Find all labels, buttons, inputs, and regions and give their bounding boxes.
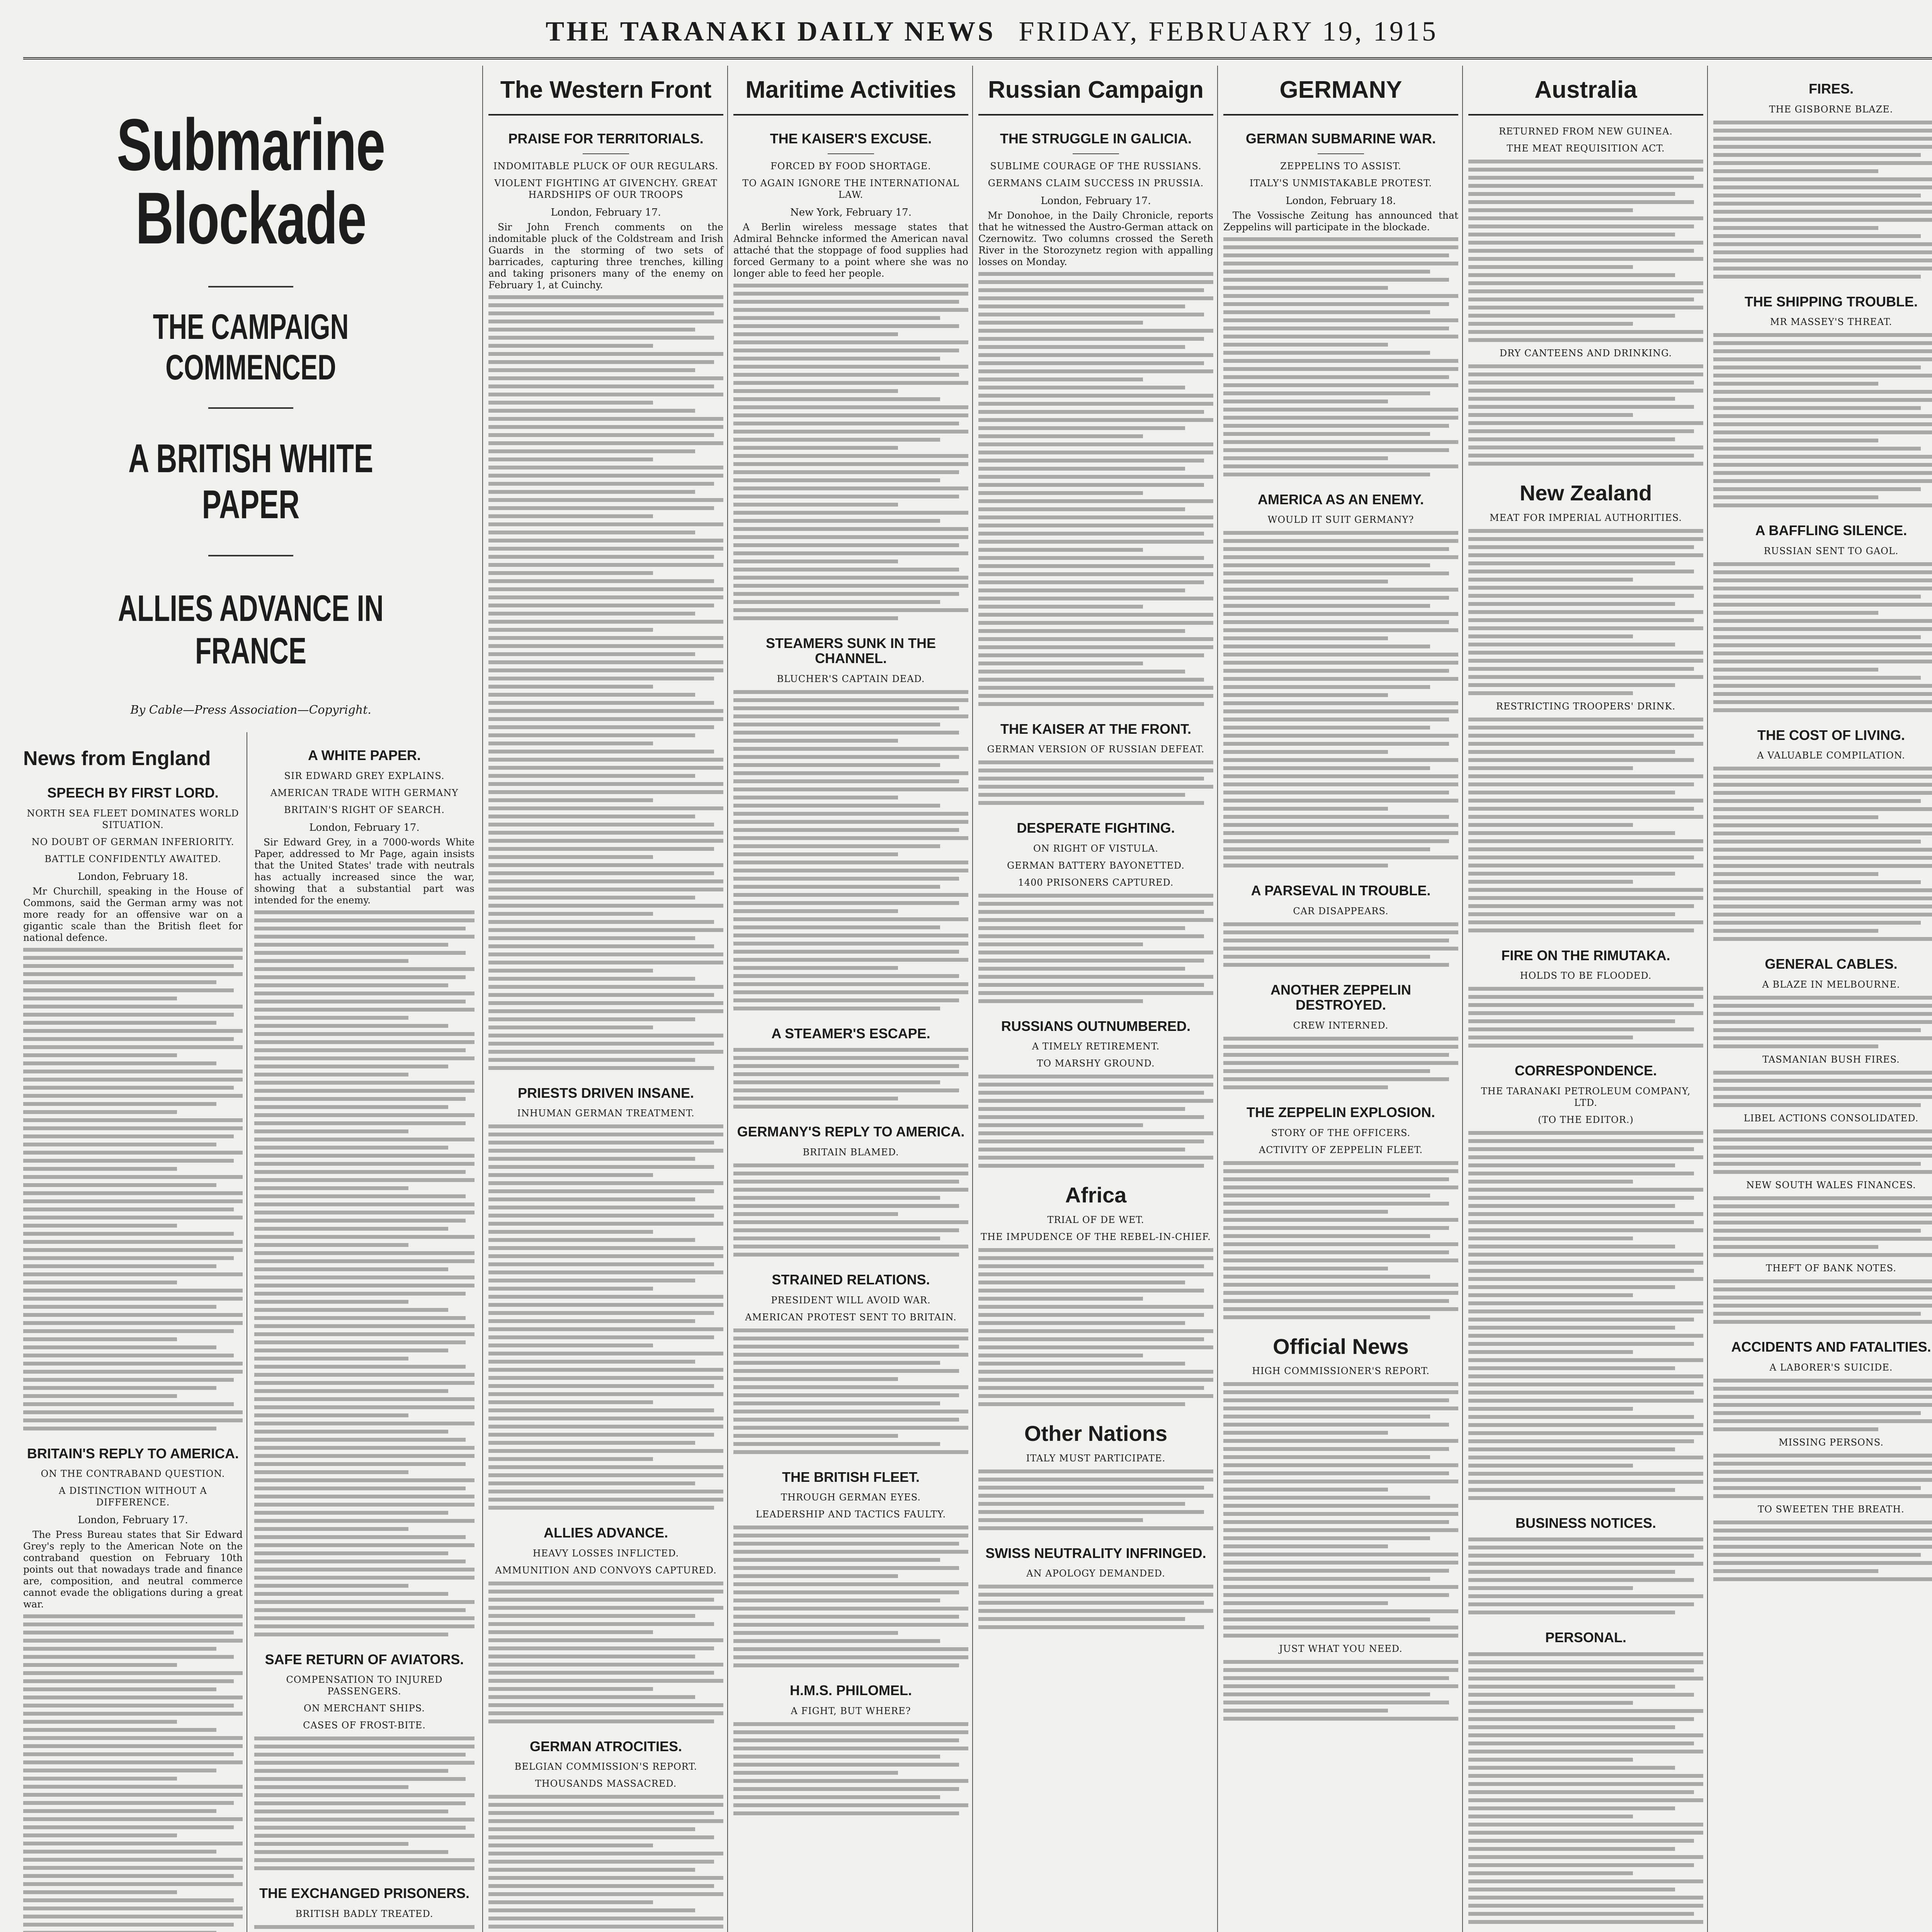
article-deck: AN APOLOGY DEMANDED. [1026, 1568, 1165, 1579]
issue-date: FRIDAY, FEBRUARY 19, 1915 [1019, 16, 1438, 47]
article-deck: TO SWEETEN THE BREATH. [1758, 1503, 1905, 1515]
article-body [23, 1614, 243, 1932]
divider [1468, 114, 1703, 116]
article-heading: CORRESPONDENCE. [1514, 1063, 1657, 1079]
article-deck: SIR EDWARD GREY EXPLAINS. [284, 770, 445, 781]
article-body [1713, 562, 1932, 712]
article-text: Mr Donohoe, in the Daily Chronicle, reports that he witnessed the Austro-German attack on Czernowitz. Two columns crossed the Sereth River in the Storozynetz region with appalling losses on Monday. [978, 209, 1213, 267]
article-heading: GERMAN SUBMARINE WAR. [1246, 131, 1436, 147]
article-body [733, 1048, 968, 1109]
article-body [978, 760, 1213, 805]
column-title: Maritime Activities [745, 77, 956, 103]
article-heading: PERSONAL. [1545, 1629, 1627, 1646]
article-body [1468, 529, 1703, 695]
article-deck: ON RIGHT OF VISTULA. [1033, 843, 1158, 854]
lead-right-subcolumn [254, 732, 478, 1932]
article-body [733, 1722, 968, 1815]
article-deck: THEFT OF BANK NOTES. [1766, 1262, 1896, 1274]
article-body [1468, 1652, 1703, 1924]
article-deck: ZEPPELINS TO ASSIST. [1280, 160, 1401, 172]
article-heading: THE COST OF LIVING. [1757, 727, 1905, 743]
article-deck: TO MARSHY GROUND. [1037, 1058, 1155, 1069]
article-deck: BRITISH BADLY TREATED. [295, 1908, 434, 1919]
divider [1073, 153, 1119, 154]
article-body [1223, 1660, 1458, 1721]
article-deck: MEAT FOR IMPERIAL AUTHORITIES. [1490, 512, 1682, 523]
article-heading: ACCIDENTS AND FATALITIES. [1731, 1338, 1931, 1355]
article-deck: HIGH COMMISSIONER'S REPORT. [1252, 1366, 1430, 1377]
article-heading: THE BRITISH FLEET. [782, 1469, 920, 1485]
dateline: London, February 17. [309, 821, 420, 833]
lead-headline: Submarine Blockade [116, 104, 385, 259]
article-body [978, 1075, 1213, 1168]
column-title: GERMANY [1279, 77, 1402, 103]
article-deck: AMMUNITION AND CONVOYS CAPTURED. [495, 1565, 717, 1576]
section-heading: Africa [1065, 1183, 1127, 1208]
article-heading: SPEECH BY FIRST LORD. [47, 785, 219, 801]
article-deck: RESTRICTING TROOPERS' DRINK. [1496, 701, 1676, 712]
article-deck: ITALY'S UNMISTAKABLE PROTEST. [1249, 177, 1432, 189]
article-heading: H.M.S. PHILOMEL. [789, 1682, 912, 1699]
article-heading: FIRE ON THE RIMUTAKA. [1501, 947, 1670, 963]
article-deck: INDOMITABLE PLUCK OF OUR REGULARS. [493, 160, 719, 172]
article-deck: A TIMELY RETIREMENT. [1032, 1041, 1160, 1052]
article-body [1223, 922, 1458, 967]
article-heading: THE EXCHANGED PRISONERS. [259, 1885, 470, 1901]
article-deck: TO AGAIN IGNORE THE INTERNATIONAL LAW. [742, 177, 959, 200]
divider [828, 153, 874, 154]
article-deck: A BLAZE IN MELBOURNE. [1762, 979, 1900, 990]
article-body [978, 272, 1213, 706]
article-deck: TRIAL OF DE WET. [1047, 1214, 1145, 1226]
dateline: London, February 17. [1041, 195, 1151, 207]
article-body [1468, 718, 1703, 932]
article-deck: ON THE CONTRABAND QUESTION. [41, 1468, 225, 1480]
lead-subhead: ALLIES ADVANCE IN FRANCE [118, 588, 384, 672]
article-deck: A FIGHT, BUT WHERE? [791, 1705, 911, 1716]
article-deck: MR MASSEY'S THREAT. [1770, 316, 1893, 328]
article-deck: A VALUABLE COMPILATION. [1757, 750, 1905, 761]
article-body [1468, 1131, 1703, 1500]
article-deck: BATTLE CONFIDENTLY AWAITED. [44, 853, 221, 864]
article-body [733, 1526, 968, 1667]
article-heading: BRITAIN'S REPLY TO AMERICA. [27, 1445, 239, 1461]
article-deck: STORY OF THE OFFICERS. [1271, 1127, 1411, 1138]
article-body [1713, 1129, 1932, 1174]
article-deck: GERMAN VERSION OF RUSSIAN DEFEAT. [987, 744, 1205, 755]
article-deck: THOUSANDS MASSACRED. [535, 1778, 677, 1789]
article-deck: THROUGH GERMAN EYES. [781, 1492, 921, 1503]
article-deck: LEADERSHIP AND TACTICS FAULTY. [755, 1509, 946, 1520]
germany-column [1223, 66, 1463, 1932]
article-heading: AMERICA AS AN ENEMY. [1257, 491, 1424, 507]
article-deck: AMERICAN PROTEST SENT TO BRITAIN. [745, 1311, 957, 1323]
article-heading: A BAFFLING SILENCE. [1755, 522, 1907, 539]
divider [978, 114, 1213, 116]
article-body [254, 910, 474, 1636]
article-text: The Press Bureau states that Sir Edward Grey's reply to the American Note on the contraband question on February 10th points out that nowadays trade and finance are, composition, and neutral commerce cannot evade the obligations during a great war. [23, 1529, 243, 1610]
lead-subcolumns [23, 732, 478, 1932]
article-body [733, 1328, 968, 1454]
byline: By Cable—Press Association—Copyright. [130, 703, 371, 717]
paper-name: THE TARANAKI DAILY NEWS [546, 16, 996, 47]
article-body [1713, 1379, 1932, 1431]
divider [208, 555, 293, 556]
article-deck: TASMANIAN BUSH FIRES. [1762, 1054, 1900, 1065]
article-text: Sir John French comments on the indomitable pluck of the Coldstream and Irish Guards in the storming of two sets of barricades, capturing three trenches, killing and taking prisoners many of the enemy on February 1, at Cuinchy. [488, 221, 723, 291]
article-body [1468, 1537, 1703, 1614]
article-text: Mr Churchill, speaking in the House of Commons, said the German army was not more ready for an offensive war on a gigantic scale than the British fleet for national defence. [23, 885, 243, 943]
article-body [978, 1469, 1213, 1530]
article-deck: BRITAIN'S RIGHT OF SEARCH. [284, 804, 445, 815]
article-heading: GERMAN ATROCITIES. [530, 1738, 682, 1754]
section-heading: News from England [23, 747, 211, 770]
article-deck: NO DOUBT OF GERMAN INFERIORITY. [31, 836, 235, 847]
article-body [254, 1925, 474, 1932]
article-deck: THE GISBORNE BLAZE. [1769, 104, 1893, 115]
article-body [1223, 1037, 1458, 1089]
article-deck: AMERICAN TRADE WITH GERMANY [270, 787, 459, 798]
australia-column [1468, 66, 1708, 1932]
article-heading: THE KAISER'S EXCUSE. [770, 131, 932, 147]
article-deck: PRESIDENT WILL AVOID WAR. [771, 1294, 931, 1306]
article-body [733, 690, 968, 1010]
column-title: The Western Front [500, 77, 712, 103]
article-deck: HOLDS TO BE FLOODED. [1520, 970, 1652, 981]
article-body [488, 1795, 723, 1932]
western-front-column [488, 66, 728, 1932]
article-deck: NORTH SEA FLEET DOMINATES WORLD SITUATION. [27, 808, 239, 830]
article-heading: STEAMERS SUNK IN THE CHANNEL. [765, 635, 936, 667]
article-body [1468, 160, 1703, 342]
article-heading: FIRES. [1808, 81, 1854, 97]
section-heading: Official News [1273, 1334, 1409, 1359]
column-title: Australia [1534, 77, 1637, 103]
article-heading: A STEAMER'S ESCAPE. [771, 1025, 930, 1041]
article-body [1713, 1071, 1932, 1107]
article-deck: THE MEAT REQUISITION ACT. [1507, 143, 1665, 154]
article-deck: VIOLENT FIGHTING AT GIVENCHY. GREAT HARDSHIPS OF OUR TROOPS [494, 177, 718, 200]
dateline: London, February 18. [1286, 195, 1396, 207]
article-deck: SUBLIME COURAGE OF THE RUSSIANS. [990, 160, 1202, 172]
article-deck: INHUMAN GERMAN TREATMENT. [517, 1108, 695, 1119]
divider [208, 286, 293, 287]
article-heading: RUSSIANS OUTNUMBERED. [1001, 1018, 1191, 1034]
article-heading: PRAISE FOR TERRITORIALS. [508, 131, 704, 147]
article-body [733, 1163, 968, 1257]
article-heading: THE KAISER AT THE FRONT. [1000, 721, 1191, 737]
article-heading: ALLIES ADVANCE. [543, 1525, 668, 1541]
article-deck: HEAVY LOSSES INFLICTED. [532, 1548, 679, 1559]
article-heading: THE ZEPPELIN EXPLOSION. [1246, 1104, 1435, 1121]
divider [1223, 114, 1458, 116]
divider [583, 153, 629, 154]
article-deck: ACTIVITY OF ZEPPELIN FLEET. [1259, 1144, 1423, 1155]
lead-left-subcolumn [23, 732, 247, 1932]
dateline: New York, February 17. [790, 206, 912, 218]
article-deck: ON MERCHANT SHIPS. [304, 1703, 425, 1714]
article-deck: FORCED BY FOOD SHORTAGE. [770, 160, 931, 172]
article-body [1713, 767, 1932, 941]
divider [733, 114, 968, 116]
article-body [1713, 1520, 1932, 1581]
article-deck: CASES OF FROST-BITE. [303, 1720, 426, 1731]
article-body [978, 894, 1213, 1003]
article-deck: (TO THE EDITOR.) [1538, 1114, 1634, 1125]
article-body [1223, 1161, 1458, 1319]
article-heading: BUSINESS NOTICES. [1515, 1515, 1656, 1531]
article-body [1713, 1196, 1932, 1257]
column-title: Russian Campaign [988, 77, 1204, 103]
section-heading: Other Nations [1024, 1421, 1168, 1446]
article-body [733, 284, 968, 620]
article-body [1468, 364, 1703, 466]
article-body [1713, 121, 1932, 279]
article-deck: THE IMPUDENCE OF THE REBEL-IN-CHIEF. [981, 1231, 1211, 1243]
article-deck: 1400 PRISONERS CAPTURED. [1018, 877, 1174, 888]
article-deck: BRITAIN BLAMED. [803, 1147, 899, 1158]
article-body [488, 1582, 723, 1723]
article-body [978, 1585, 1213, 1629]
article-heading: SAFE RETURN OF AVIATORS. [265, 1651, 464, 1667]
columns [23, 66, 1932, 1932]
article-body [1713, 1279, 1932, 1324]
article-text: Sir Edward Grey, in a 7000-words White Paper, addressed to Mr Page, again insists that the United States' trade with neutrals has actually increased since the war, showing that a substantial part was intended for the enemy. [254, 836, 474, 906]
article-deck: RUSSIAN SENT TO GAOL. [1764, 545, 1899, 556]
divider [1318, 153, 1364, 154]
dateline: London, February 18. [78, 871, 188, 883]
article-body [488, 1124, 723, 1510]
article-text: A Berlin wireless message states that Admiral Behncke informed the American naval attaché that the stoppage of food supplies had forced Germany to a point where she was no longer able to feed her people. [733, 221, 968, 279]
divider [488, 114, 723, 116]
maritime-column [733, 66, 973, 1932]
lead-subhead: A BRITISH WHITE PAPER [128, 436, 373, 527]
article-body [1223, 237, 1458, 476]
article-deck: BLUCHER'S CAPTAIN DEAD. [777, 673, 925, 684]
article-body [1468, 987, 1703, 1048]
article-heading: STRAINED RELATIONS. [772, 1272, 930, 1288]
article-body [488, 295, 723, 1070]
dateline: London, February 17. [78, 1514, 188, 1526]
article-body [978, 1248, 1213, 1406]
general-news-column [1713, 66, 1932, 1932]
article-heading: ANOTHER ZEPPELIN DESTROYED. [1270, 981, 1412, 1013]
article-heading: SWISS NEUTRALITY INFRINGED. [985, 1545, 1206, 1561]
article-body [254, 1736, 474, 1870]
article-heading: A PARSEVAL IN TROUBLE. [1251, 883, 1431, 899]
section-heading: New Zealand [1519, 481, 1652, 505]
article-heading: GERMANY'S REPLY TO AMERICA. [737, 1124, 965, 1140]
article-heading: A WHITE PAPER. [308, 747, 421, 763]
lead-subhead: THE CAMPAIGN COMMENCED [153, 307, 349, 387]
article-deck: A DISTINCTION WITHOUT A DIFFERENCE. [59, 1485, 207, 1508]
article-deck: CREW INTERNED. [1293, 1020, 1389, 1031]
article-body [1223, 531, 1458, 867]
article-heading: DESPERATE FIGHTING. [1017, 820, 1175, 836]
article-body [23, 948, 243, 1430]
article-deck: GERMAN BATTERY BAYONETTED. [1007, 860, 1185, 871]
article-body [1713, 1454, 1932, 1498]
article-deck: COMPENSATION TO INJURED PASSENGERS. [286, 1674, 443, 1697]
article-body [1713, 996, 1932, 1048]
article-heading: PRIESTS DRIVEN INSANE. [517, 1085, 694, 1101]
article-deck: THE TARANAKI PETROLEUM COMPANY, LTD. [1481, 1085, 1691, 1108]
article-deck: LIBEL ACTIONS CONSOLIDATED. [1743, 1112, 1919, 1124]
article-deck: MISSING PERSONS. [1779, 1437, 1884, 1448]
russian-campaign-column [978, 66, 1218, 1932]
article-deck: DRY CANTEENS AND DRINKING. [1499, 348, 1672, 359]
article-heading: GENERAL CABLES. [1765, 956, 1898, 972]
masthead [23, 15, 1932, 60]
dateline: London, February 17. [551, 206, 661, 218]
article-heading: THE STRUGGLE IN GALICIA. [1000, 131, 1192, 147]
divider [208, 407, 293, 409]
article-heading: THE SHIPPING TROUBLE. [1744, 293, 1918, 310]
article-body [1713, 333, 1932, 507]
article-deck: BELGIAN COMMISSION'S REPORT. [514, 1761, 697, 1772]
article-text: The Vossische Zeitung has announced that Zeppelins will participate in the blockade. [1223, 209, 1458, 233]
article-deck: RETURNED FROM NEW GUINEA. [1498, 126, 1673, 137]
article-deck: CAR DISAPPEARS. [1293, 905, 1389, 917]
article-deck: NEW SOUTH WALES FINANCES. [1746, 1179, 1916, 1190]
article-deck: A LABORER'S SUICIDE. [1769, 1362, 1893, 1373]
lead-column [23, 66, 483, 1932]
article-deck: GERMANS CLAIM SUCCESS IN PRUSSIA. [988, 177, 1204, 189]
article-deck: JUST WHAT YOU NEED. [1279, 1643, 1403, 1655]
article-body [1223, 1382, 1458, 1638]
article-deck: ITALY MUST PARTICIPATE. [1026, 1452, 1166, 1464]
article-deck: WOULD IT SUIT GERMANY? [1267, 514, 1414, 526]
